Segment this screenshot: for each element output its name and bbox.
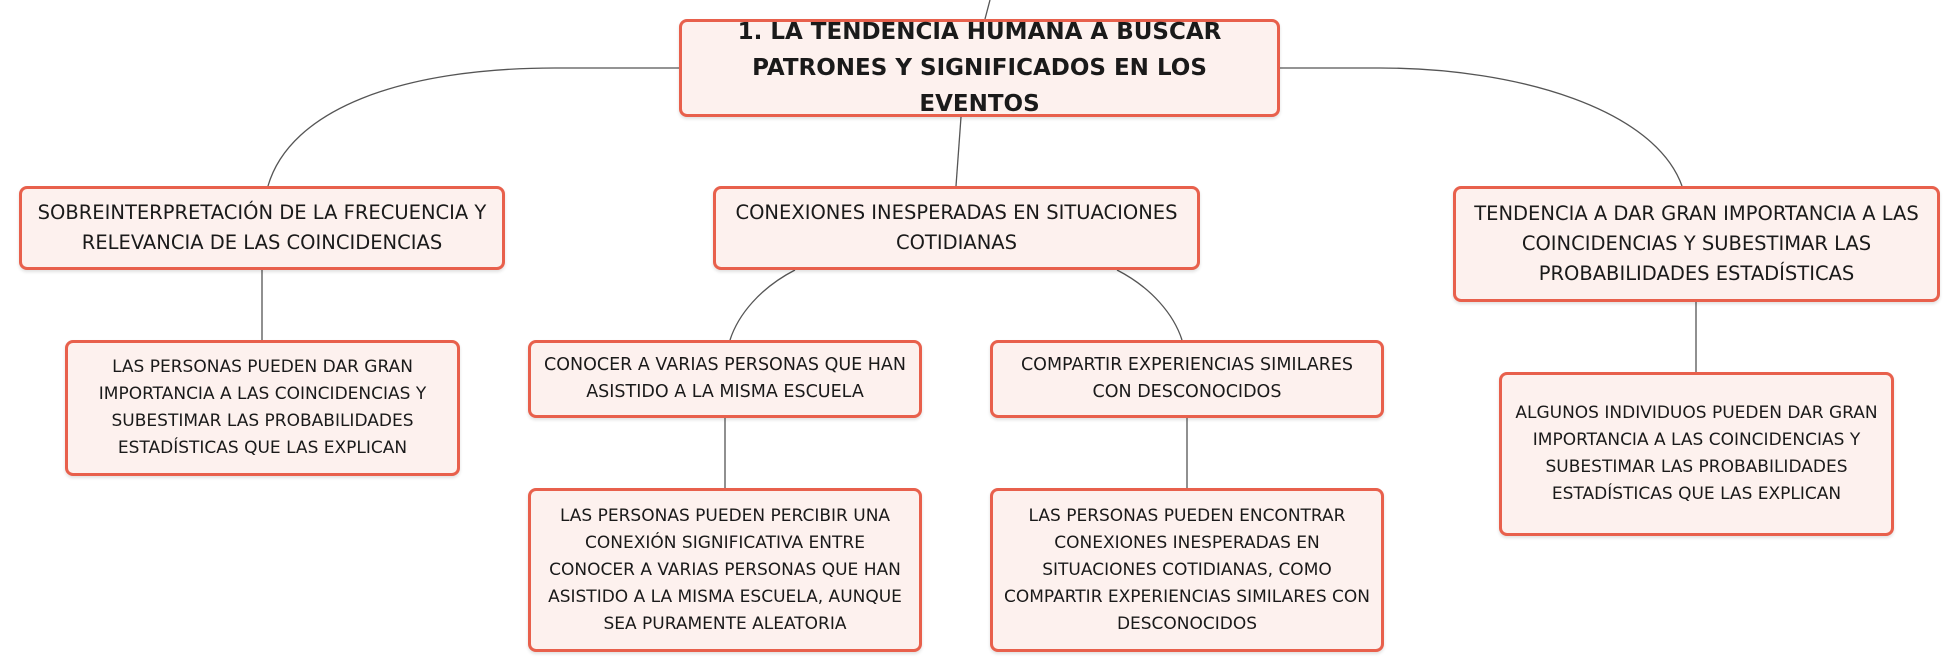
root-topic-label: 1. LA TENDENCIA HUMANA A BUSCAR PATRONES Y SIGNIFICADOS EN LOS EVENTOS [737,19,1222,117]
subtopic-center-a[interactable] [528,340,922,418]
topic-center-label: CONEXIONES INESPERADAS EN SITUACIONES COTIDIANAS [735,201,1178,254]
connector-center-b [1117,270,1182,340]
topic-left-detail[interactable] [65,340,460,476]
topic-right-detail[interactable] [1499,372,1894,536]
subtopic-center-b-detail-label: LAS PERSONAS PUEDEN ENCONTRAR CONEXIONES INESPERADAS EN SITUACIONES COTIDIANAS, COMO COMPARTIR EXPERIENCIAS SIMILARES CON DESCONOCIDOS [1004,505,1370,634]
subtopic-center-b[interactable] [990,340,1384,418]
connector-center-a [730,270,795,340]
topic-right-label: TENDENCIA A DAR GRAN IMPORTANCIA A LAS COINCIDENCIAS Y SUBESTIMAR LAS PROBABILIDADES ESTADÍSTICAS [1474,202,1919,285]
connector-root-right [1280,68,1682,186]
connector-root-left [268,68,679,186]
topic-center[interactable] [713,186,1200,270]
subtopic-center-b-detail[interactable] [990,488,1384,652]
topic-left-detail-label: LAS PERSONAS PUEDEN DAR GRAN IMPORTANCIA A LAS COINCIDENCIAS Y SUBESTIMAR LAS PROBABILIDADES ESTADÍSTICAS QUE LAS EXPLICAN [98,357,427,458]
subtopic-center-a-detail[interactable] [528,488,922,652]
topic-left-label: SOBREINTERPRETACIÓN DE LA FRECUENCIA Y RELEVANCIA DE LAS COINCIDENCIAS [37,201,487,254]
subtopic-center-a-detail-label: LAS PERSONAS PUEDEN PERCIBIR UNA CONEXIÓN SIGNIFICATIVA ENTRE CONOCER A VARIAS PERSONAS QUE HAN ASISTIDO A LA MISMA ESCUELA, AUNQUE SEA PURAMENTE ALEATORIA [548,505,902,634]
topic-right[interactable] [1453,186,1940,302]
topic-right-detail-label: ALGUNOS INDIVIDUOS PUEDEN DAR GRAN IMPORTANCIA A LAS COINCIDENCIAS Y SUBESTIMAR LAS PROBABILIDADES ESTADÍSTICAS QUE LAS EXPLICAN [1515,403,1878,504]
connector-root-center [956,117,961,186]
root-topic[interactable] [679,19,1280,117]
subtopic-center-a-label: CONOCER A VARIAS PERSONAS QUE HAN ASISTIDO A LA MISMA ESCUELA [544,355,906,402]
topic-left[interactable] [19,186,505,270]
subtopic-center-b-label: COMPARTIR EXPERIENCIAS SIMILARES CON DESCONOCIDOS [1020,355,1354,402]
